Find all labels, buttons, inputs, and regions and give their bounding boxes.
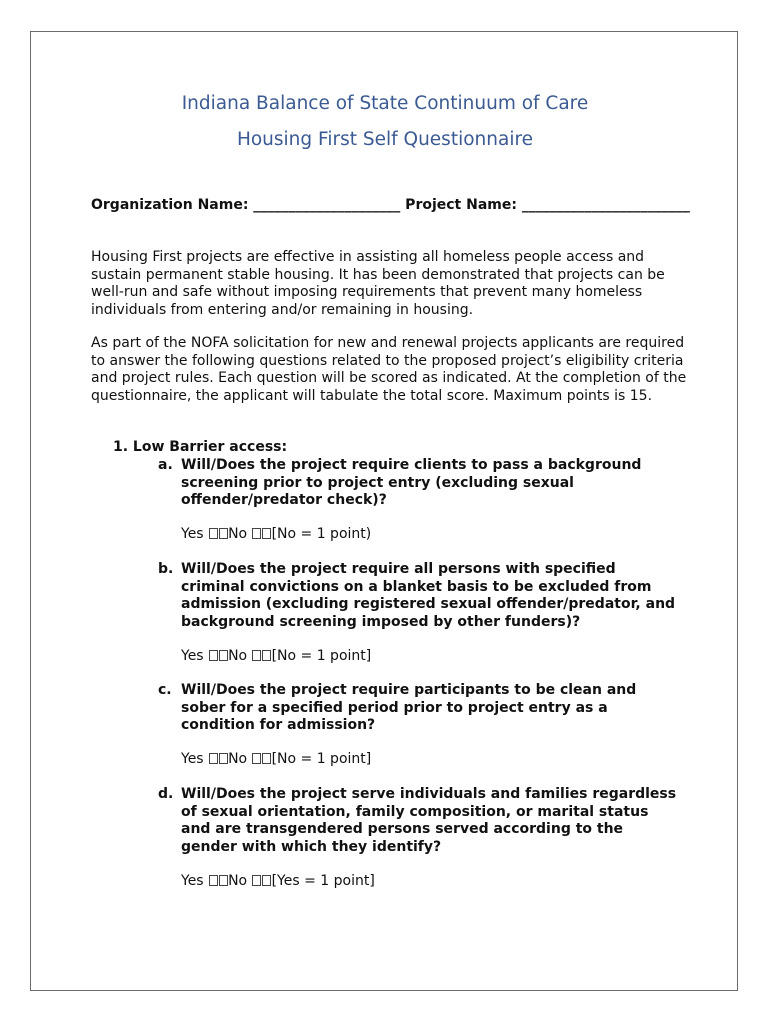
question-d-answer — [181, 873, 375, 891]
yes-checkbox-2[interactable] — [219, 528, 228, 539]
yes-checkbox-2[interactable] — [219, 753, 228, 764]
scoring-note: [Yes = 1 point] — [271, 873, 375, 889]
question-d-text: Will/Does the project serve individuals and families regardless of sexual orientation, family composition, or marital status and are transgendered persons served according to the gender with which they identify? — [181, 786, 677, 855]
no-label: No — [228, 873, 252, 889]
question-b-text: Will/Does the project require all persons with specified criminal convictions on a blanket basis to be excluded from admission (excluding registered sexual offender/predator, and background screening imposed by other funders)? — [181, 561, 676, 630]
yes-checkbox[interactable] — [209, 528, 218, 539]
yes-label: Yes — [181, 526, 209, 542]
yes-label: Yes — [181, 751, 209, 767]
yes-checkbox[interactable] — [209, 753, 218, 764]
yes-checkbox[interactable] — [209, 650, 218, 661]
section-heading-low-barrier: 1. Low Barrier access: — [113, 439, 288, 455]
no-checkbox-2[interactable] — [262, 650, 271, 661]
question-a-text: Will/Does the project require clients to pass a background screening prior to project entry (excluding sexual offender/predator check)? — [181, 457, 642, 508]
question-c-text: Will/Does the project require participants to be clean and sober for a specified period prior to project entry as a condition for admission? — [181, 682, 637, 733]
no-checkbox-2[interactable] — [262, 528, 271, 539]
intro-paragraph-2: As part of the NOFA solicitation for new and renewal projects applicants are required to answer the following questions related to the proposed project’s eligibility criteria and project rules. Each question will be scored as indicated. At the completion of the questionnaire, the applicant will tabulate the total score. Maximum points is 15. — [91, 335, 687, 404]
no-checkbox[interactable] — [252, 875, 261, 886]
yes-checkbox-2[interactable] — [219, 875, 228, 886]
yes-checkbox[interactable] — [209, 875, 218, 886]
scoring-note: [No = 1 point] — [271, 648, 372, 664]
no-label: No — [228, 751, 252, 767]
question-c-label: c. — [158, 682, 172, 698]
scoring-note: [No = 1 point] — [271, 751, 372, 767]
yes-checkbox-2[interactable] — [219, 650, 228, 661]
no-checkbox[interactable] — [252, 528, 261, 539]
no-checkbox[interactable] — [252, 650, 261, 661]
no-checkbox-2[interactable] — [262, 875, 271, 886]
question-a-label: a. — [158, 457, 173, 473]
document-title: Indiana Balance of State Continuum of Care — [181, 93, 589, 114]
no-checkbox-2[interactable] — [262, 753, 271, 764]
document-subtitle: Housing First Self Questionnaire — [236, 129, 534, 150]
no-label: No — [228, 526, 252, 542]
question-c-answer — [181, 751, 371, 769]
question-b-answer — [181, 648, 371, 666]
question-a-answer — [181, 526, 371, 544]
yes-label: Yes — [181, 873, 209, 889]
scoring-note: [No = 1 point) — [271, 526, 372, 542]
question-b-label: b. — [158, 561, 174, 577]
organization-project-name-fields: Organization Name: _____________________ Project Name: ________________________ — [91, 197, 690, 213]
intro-paragraph-1: Housing First projects are effective in assisting all homeless people access and sustain permanent stable housing. It has been demonstrated that projects can be well-run and safe without imposing requirements that prevent many homeless individuals from entering and/or remaining in housing. — [91, 249, 665, 318]
yes-label: Yes — [181, 648, 209, 664]
no-label: No — [228, 648, 252, 664]
question-d-label: d. — [158, 786, 174, 802]
no-checkbox[interactable] — [252, 753, 261, 764]
